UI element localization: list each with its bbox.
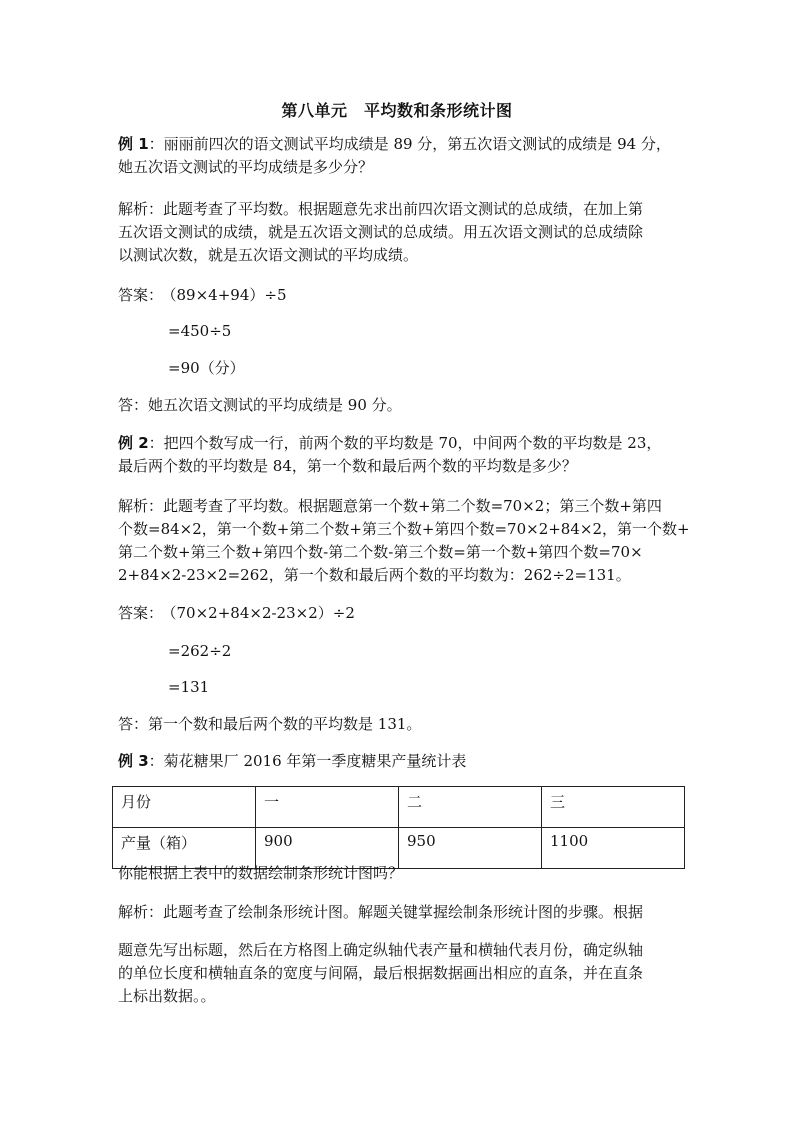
ex1-calc-step: =450÷5 bbox=[168, 322, 232, 340]
ex1-answer-line bbox=[118, 284, 286, 306]
production-table bbox=[112, 786, 685, 869]
ex2-calc-step: （70×2+84×2-23×2）÷2 bbox=[169, 604, 355, 622]
ex2-analysis-line: 个数=84×2，第一个数+第二个数+第三个数+第四个数=70×2+84×2，第一个数+ bbox=[118, 520, 690, 538]
ex3-question: 你能根据上表中的数据绘制条形统计图吗？ bbox=[118, 864, 404, 882]
ex1-question-line-1 bbox=[118, 133, 671, 155]
ex2-conclusion: 答：第一个数和最后两个数的平均数是 131。 bbox=[118, 715, 422, 733]
ex3-analysis-line: 题意先写出标题，然后在方格图上确定纵轴代表产量和横轴代表月份，确定纵轴 bbox=[118, 941, 644, 959]
ex3-heading-text: ：菊花糖果厂 2016 年第一季度糖果产量统计表 bbox=[148, 752, 467, 770]
ex2-analysis-line: 第二个数+第三个数+第四个数-第二个数-第三个数=第一个数+第四个数=70× bbox=[118, 543, 643, 561]
table-cell: 1100 bbox=[542, 828, 685, 869]
ex1-analysis-line: 五次语文测试的成绩，就是五次语文测试的总成绩。用五次语文测试的总成绩除 bbox=[118, 223, 644, 241]
table-cell: 900 bbox=[256, 828, 399, 869]
ex3-heading bbox=[118, 750, 466, 772]
table-cell: 950 bbox=[399, 828, 542, 869]
ex2-answer-label: 答案： bbox=[118, 604, 164, 622]
table-header-cell: 三 bbox=[542, 787, 685, 828]
ex2-question-line-1 bbox=[118, 432, 661, 454]
table-row bbox=[113, 787, 685, 828]
ex3-analysis-line: 的单位长度和横轴直条的宽度与间隔，最后根据数据画出相应的直条，并在直条 bbox=[118, 964, 644, 982]
ex1-calc-step: =90（分） bbox=[168, 359, 245, 377]
page-title: 第八单元 平均数和条形统计图 bbox=[281, 101, 513, 120]
ex2-answer-line bbox=[118, 602, 355, 624]
table-header-cell: 月份 bbox=[113, 787, 256, 828]
ex2-analysis-line: 解析：此题考查了平均数。根据题意第一个数+第二个数=70×2；第三个数+第四 bbox=[118, 497, 662, 515]
ex3-label: 例 3 bbox=[118, 752, 149, 770]
ex1-conclusion: 答：她五次语文测试的平均成绩是 90 分。 bbox=[118, 396, 402, 414]
table-cell: 产量（箱） bbox=[113, 828, 256, 869]
ex1-answer-label: 答案： bbox=[118, 286, 164, 304]
ex2-label: 例 2 bbox=[118, 434, 149, 452]
ex1-label: 例 1 bbox=[118, 135, 149, 153]
ex1-calc-step: （89×4+94）÷5 bbox=[169, 286, 287, 304]
ex1-question-line-2: 她五次语文测试的平均成绩是多少分？ bbox=[118, 158, 374, 176]
table-header-cell: 二 bbox=[399, 787, 542, 828]
ex2-analysis-line: 2+84×2-23×2=262，第一个数和最后两个数的平均数为：262÷2=131。 bbox=[118, 566, 631, 584]
ex3-analysis-line: 上标出数据。。 bbox=[118, 987, 216, 1005]
ex1-analysis-line: 以测试次数，就是五次语文测试的平均成绩。 bbox=[118, 246, 419, 264]
ex2-question-line-2: 最后两个数的平均数是 84，第一个数和最后两个数的平均数是多少？ bbox=[118, 457, 577, 475]
ex2-calc-step: =131 bbox=[168, 678, 210, 696]
ex2-question-text: ：把四个数写成一行，前两个数的平均数是 70，中间两个数的平均数是 23， bbox=[148, 434, 662, 452]
ex1-question-text: ：丽丽前四次的语文测试平均成绩是 89 分，第五次语文测试的成绩是 94 分， bbox=[148, 135, 671, 153]
ex2-calc-step: =262÷2 bbox=[168, 642, 232, 660]
ex1-analysis-line: 解析：此题考查了平均数。根据题意先求出前四次语文测试的总成绩，在加上第 bbox=[118, 200, 644, 218]
table-header-cell: 一 bbox=[256, 787, 399, 828]
ex3-analysis-line: 解析：此题考查了绘制条形统计图。解题关键掌握绘制条形统计图的步骤。根据 bbox=[118, 903, 644, 921]
